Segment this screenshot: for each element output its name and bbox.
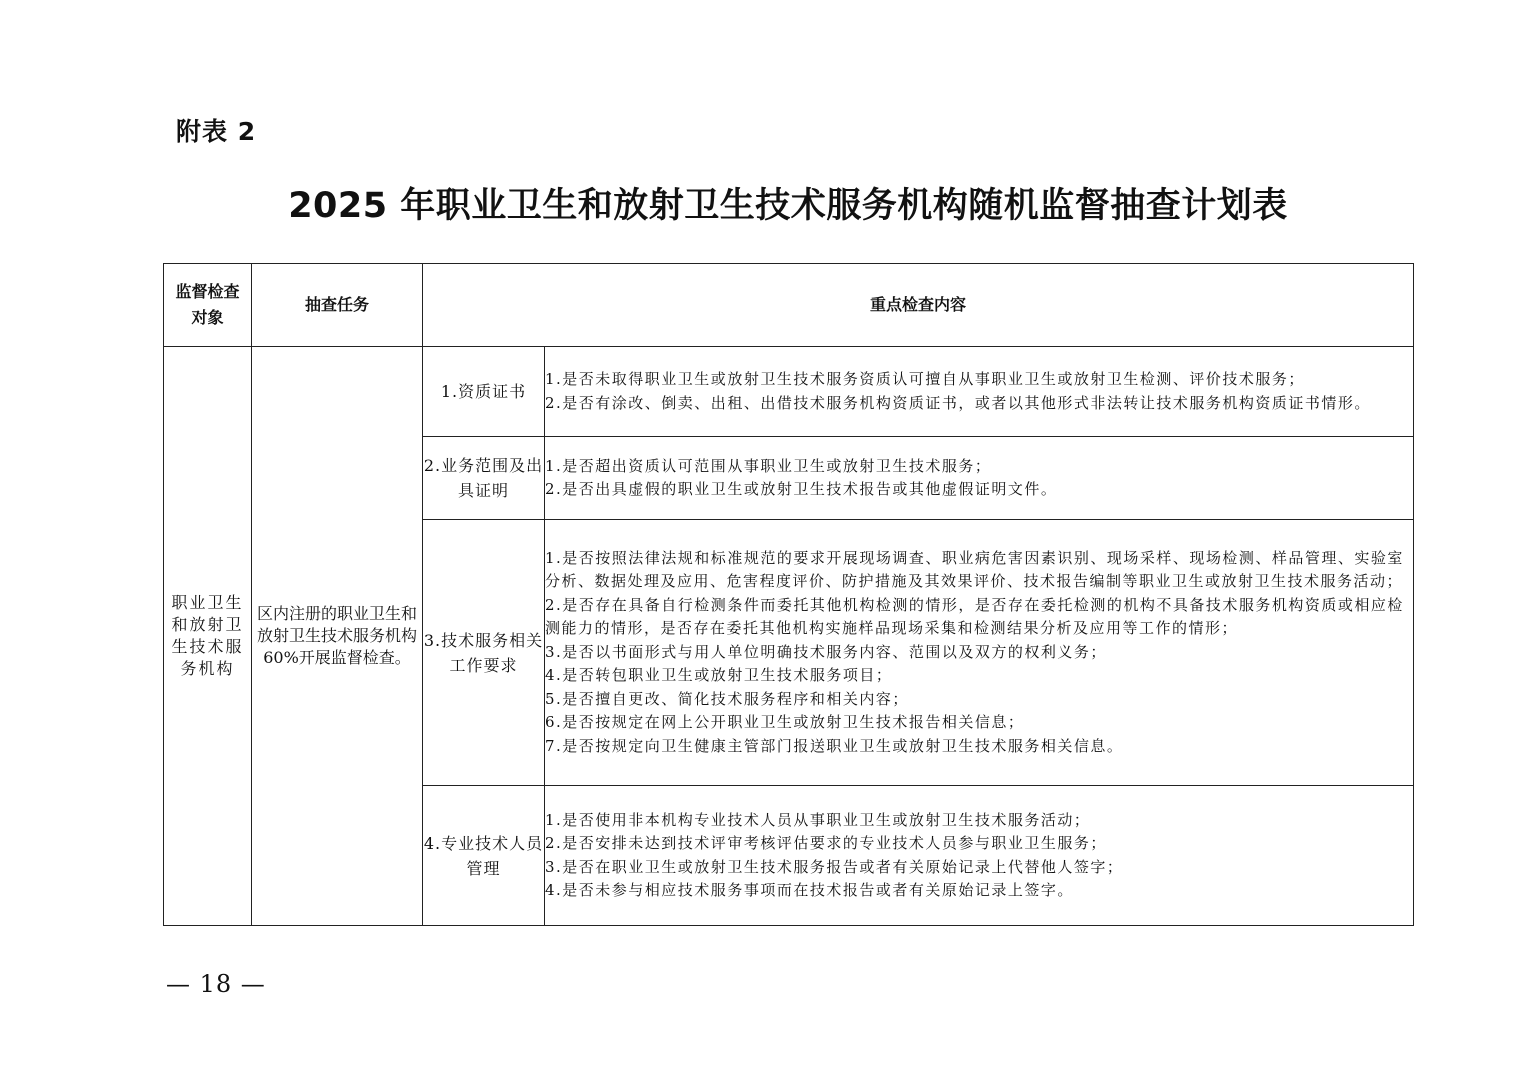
page-number: — 18 — (166, 970, 266, 998)
detail-item: 1.是否未取得职业卫生或放射卫生技术服务资质认可擅自从事职业卫生或放射卫生检测、评价技术服务； (545, 370, 1305, 388)
table-row (164, 347, 1414, 437)
detail-item: 7.是否按规定向卫生健康主管部门报送职业卫生或放射卫生技术服务相关信息。 (545, 736, 1124, 755)
document-title: 2025 年职业卫生和放射卫生技术服务机构随机监督抽查计划表 (288, 186, 1288, 226)
detail-item: 2.是否有涂改、倒卖、出租、出借技术服务机构资质证书，或者以其他形式非法转让技术服务机构资质证书情形。 (545, 393, 1371, 412)
detail-item: 2.是否安排未达到技术评审考核评估要求的专业技术人员参与职业卫生服务； (545, 834, 1107, 852)
header-content: 重点检查内容 (423, 264, 1414, 347)
detail-item: 4.是否未参与相应技术服务事项而在技术报告或者有关原始记录上签字。 (545, 881, 1074, 899)
detail-item: 3.是否以书面形式与用人单位明确技术服务内容、范围以及双方的权利义务； (545, 642, 1107, 661)
category-cell: 1.资质证书 (423, 347, 545, 437)
detail-item: 2.是否出具虚假的职业卫生或放射卫生技术报告或其他虚假证明文件。 (545, 480, 1058, 498)
target-cell: 职业卫生和放射卫生技术服务机构 (164, 347, 252, 926)
detail-item: 6.是否按规定在网上公开职业卫生或放射卫生技术报告相关信息； (545, 713, 1025, 732)
category-cell: 3.技术服务相关工作要求 (423, 520, 545, 786)
table-header-row (164, 264, 1414, 347)
attachment-label: 附表 2 (176, 117, 257, 146)
detail-item: 5.是否擅自更改、简化技术服务程序和相关内容； (545, 689, 909, 708)
task-cell: 区内注册的职业卫生和放射卫生技术服务机构 60%开展监督检查。 (252, 347, 423, 926)
category-cell: 4.专业技术人员管理 (423, 786, 545, 926)
detail-item: 4.是否转包职业卫生或放射卫生技术服务项目； (545, 666, 893, 685)
detail-cell (545, 347, 1414, 437)
header-task: 抽查任务 (252, 264, 423, 347)
detail-cell (545, 437, 1414, 520)
detail-item: 1.是否按照法律法规和标准规范的要求开展现场调查、职业病危害因素识别、现场采样、现场检测、样品管理、实验室分析、数据处理及应用、危害程度评价、防护措施及其效果评价、技术报告编制等职业卫生或放射卫生技术服务活动； (545, 548, 1404, 591)
detail-cell (545, 520, 1414, 786)
detail-cell (545, 786, 1414, 926)
category-cell: 2.业务范围及出具证明 (423, 437, 545, 520)
inspection-plan-table (163, 263, 1414, 926)
detail-item: 1.是否使用非本机构专业技术人员从事职业卫生或放射卫生技术服务活动； (545, 810, 1091, 829)
detail-item: 3.是否在职业卫生或放射卫生技术服务报告或者有关原始记录上代替他人签字； (545, 857, 1124, 876)
detail-item: 2.是否存在具备自行检测条件而委托其他机构检测的情形，是否存在委托检测的机构不具备技术服务机构资质或相应检测能力的情形，是否存在委托其他机构实施样品现场采集和检测结果分析及应用等工作的情形； (545, 595, 1404, 638)
detail-item: 1.是否超出资质认可范围从事职业卫生或放射卫生技术服务； (545, 456, 992, 475)
header-target: 监督检查对象 (164, 264, 252, 347)
